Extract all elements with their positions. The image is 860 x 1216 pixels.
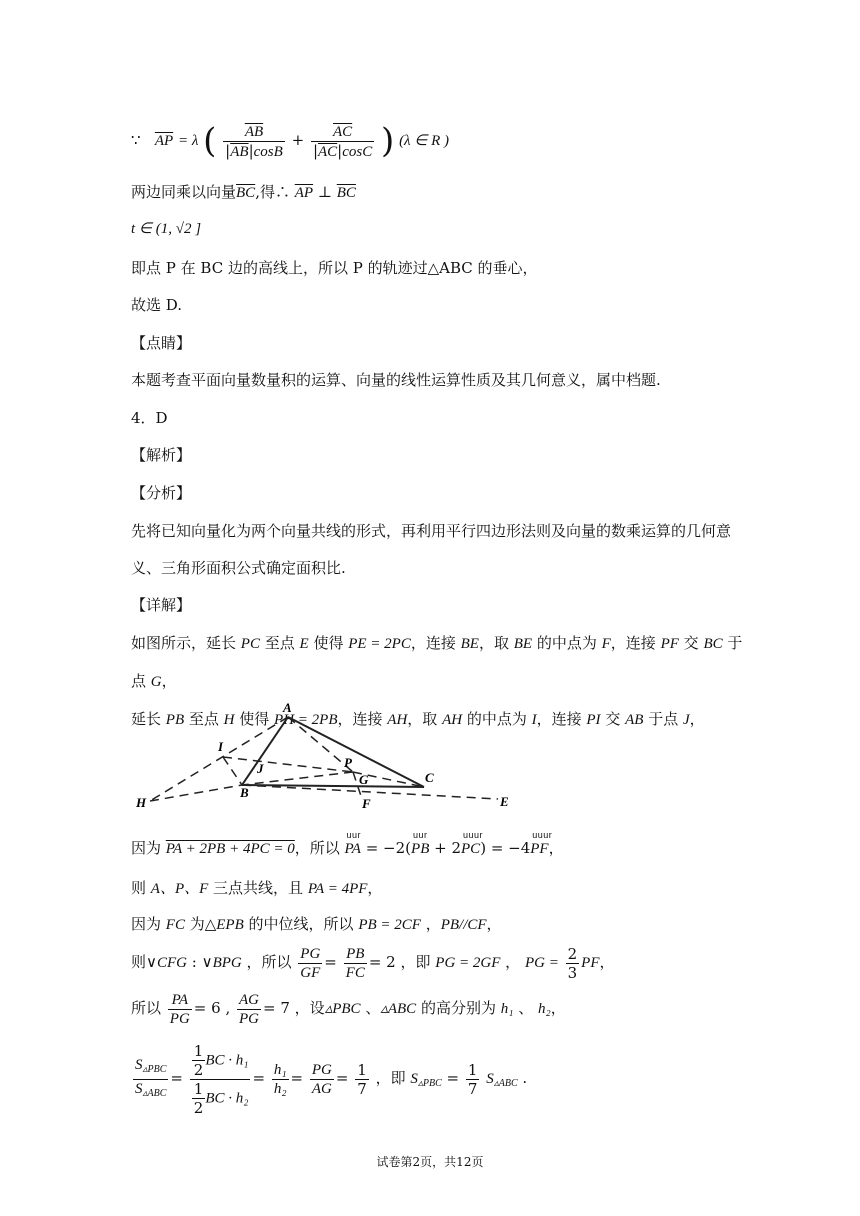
summary-line: 本题考查平面向量数量积的运算、向量的线性运算性质及其几何意义，属中档题. bbox=[131, 371, 661, 389]
geometry-figure bbox=[128, 700, 528, 815]
segment-ib bbox=[223, 757, 242, 785]
because-symbol: ∵ bbox=[131, 131, 141, 149]
segment-ip bbox=[223, 757, 353, 772]
label-c: C bbox=[425, 770, 434, 785]
page-footer: 试卷第2页，共12页 bbox=[376, 1155, 484, 1169]
label-e: E bbox=[500, 794, 509, 809]
orthocenter-line: 即点 P 在 BC 边的高线上，所以 P 的轨迹过△ABC 的垂心， bbox=[131, 259, 538, 277]
left-paren: ( bbox=[203, 121, 217, 161]
eq-lambda: = λ bbox=[177, 133, 199, 149]
segment-ah bbox=[150, 717, 288, 801]
construction-line-1: 如图所示，延长 PC 至点 E 使得 PE = 2PC，连接 BE，取 BE 的中点为 F，连接 PF 交 BC 于 bbox=[131, 634, 743, 652]
vector-equation-line: 因为 PA + 2PB + 4PC = 0，所以 uur PA = −2( uur PB + 2 uuur PC) = −4 uuur PF， bbox=[131, 830, 564, 857]
label-f: F bbox=[362, 796, 371, 811]
dianjing-heading: 【点睛】 bbox=[131, 334, 192, 352]
multiply-bc-line: 两边同乘以向量$\overline{BC}$,得∴ $\overline{AP}$ ⊥ $\overline{BC}$ bbox=[131, 183, 356, 201]
segment-bc bbox=[242, 785, 424, 787]
answer-line: 故选 D. bbox=[131, 296, 183, 314]
segment-hb bbox=[150, 785, 242, 801]
label-p: P bbox=[344, 755, 352, 770]
vector-ap: $\overline{AP}$ bbox=[154, 133, 174, 149]
segment-ac bbox=[288, 717, 424, 787]
question-4-answer: 4．D bbox=[131, 409, 168, 427]
t-range-line: t ∈ (1, √2 ] bbox=[131, 221, 202, 237]
area-ratio-line: $\frac{S_{▵PBC}}{S_{▵ABC}}$ = $\frac{1}{2}$ BC · h₁ $\frac{1}{2}$ BC · h₂ = $\frac{\text{h₁}}{\text{h₂}}$ = $\frac{PG}{AG}$ = $\frac{1}{7}$ ，即 $S_{▵PBC}$ = $\frac{1}{7}$ $S_{▵ABC}$ . bbox=[135, 1041, 528, 1117]
fenxi-heading: 【分析】 bbox=[131, 484, 192, 502]
lambda-condition: (λ ∈ R ) bbox=[399, 133, 450, 149]
collinear-line: 则 A、P、F 三点共线，且 PA = 4PF， bbox=[131, 879, 383, 897]
fraction-ac: $\frac{\overline{AC}}{|\overline{AC}|\cos C}$ bbox=[312, 123, 373, 160]
label-a: A bbox=[283, 700, 292, 715]
analysis-line-2: 义、三角形面积公式确定面积比. bbox=[131, 559, 346, 577]
label-b: B bbox=[240, 785, 249, 800]
right-paren: ) bbox=[381, 121, 395, 161]
jiexi-heading: 【解析】 bbox=[131, 446, 192, 464]
plus-sign: + bbox=[291, 131, 305, 149]
label-j: J bbox=[257, 761, 264, 776]
midline-line: 因为 FC 为△EPB 的中位线，所以 PB = 2CF ，PB//CF， bbox=[131, 915, 502, 933]
construction-line-2: 点 G， bbox=[131, 672, 177, 690]
segment-ab bbox=[242, 717, 288, 785]
xiangjie-heading: 【详解】 bbox=[131, 596, 192, 614]
label-h: H bbox=[136, 795, 147, 810]
ratio-line: 所以 $\frac{PA}{PG}$ = 6 , $\frac{AG}{PG}$ = 7 ，设▵PBC 、▵ABC 的高分别为 h₁ 、 h₂， bbox=[131, 991, 566, 1027]
similar-triangles-line: 则∨CFG : ∨BPG ，所以 $\frac{PG}{GF}$ = $\frac{PB}{FC}$ = 2 ，即 PG = 2GF ， PG = $\frac{2}{3}$ PF， bbox=[131, 944, 615, 982]
label-i: I bbox=[218, 739, 224, 754]
label-g: G bbox=[359, 772, 369, 787]
equation-ap-lambda bbox=[131, 112, 449, 168]
fraction-ab: $\frac{\overline{AB}}{|\overline{AB}|\cos B}$ bbox=[225, 123, 283, 160]
analysis-line-1: 先将已知向量化为两个向量共线的形式，再利用平行四边形法则及向量的数乘运算的几何意 bbox=[131, 522, 732, 540]
construction-line-3: 延长 PB 至点 H 使得 PH = 2PB，连接 AH，取 AH 的中点为 I，连接 PI 交 AB 于点 J， bbox=[131, 710, 705, 728]
